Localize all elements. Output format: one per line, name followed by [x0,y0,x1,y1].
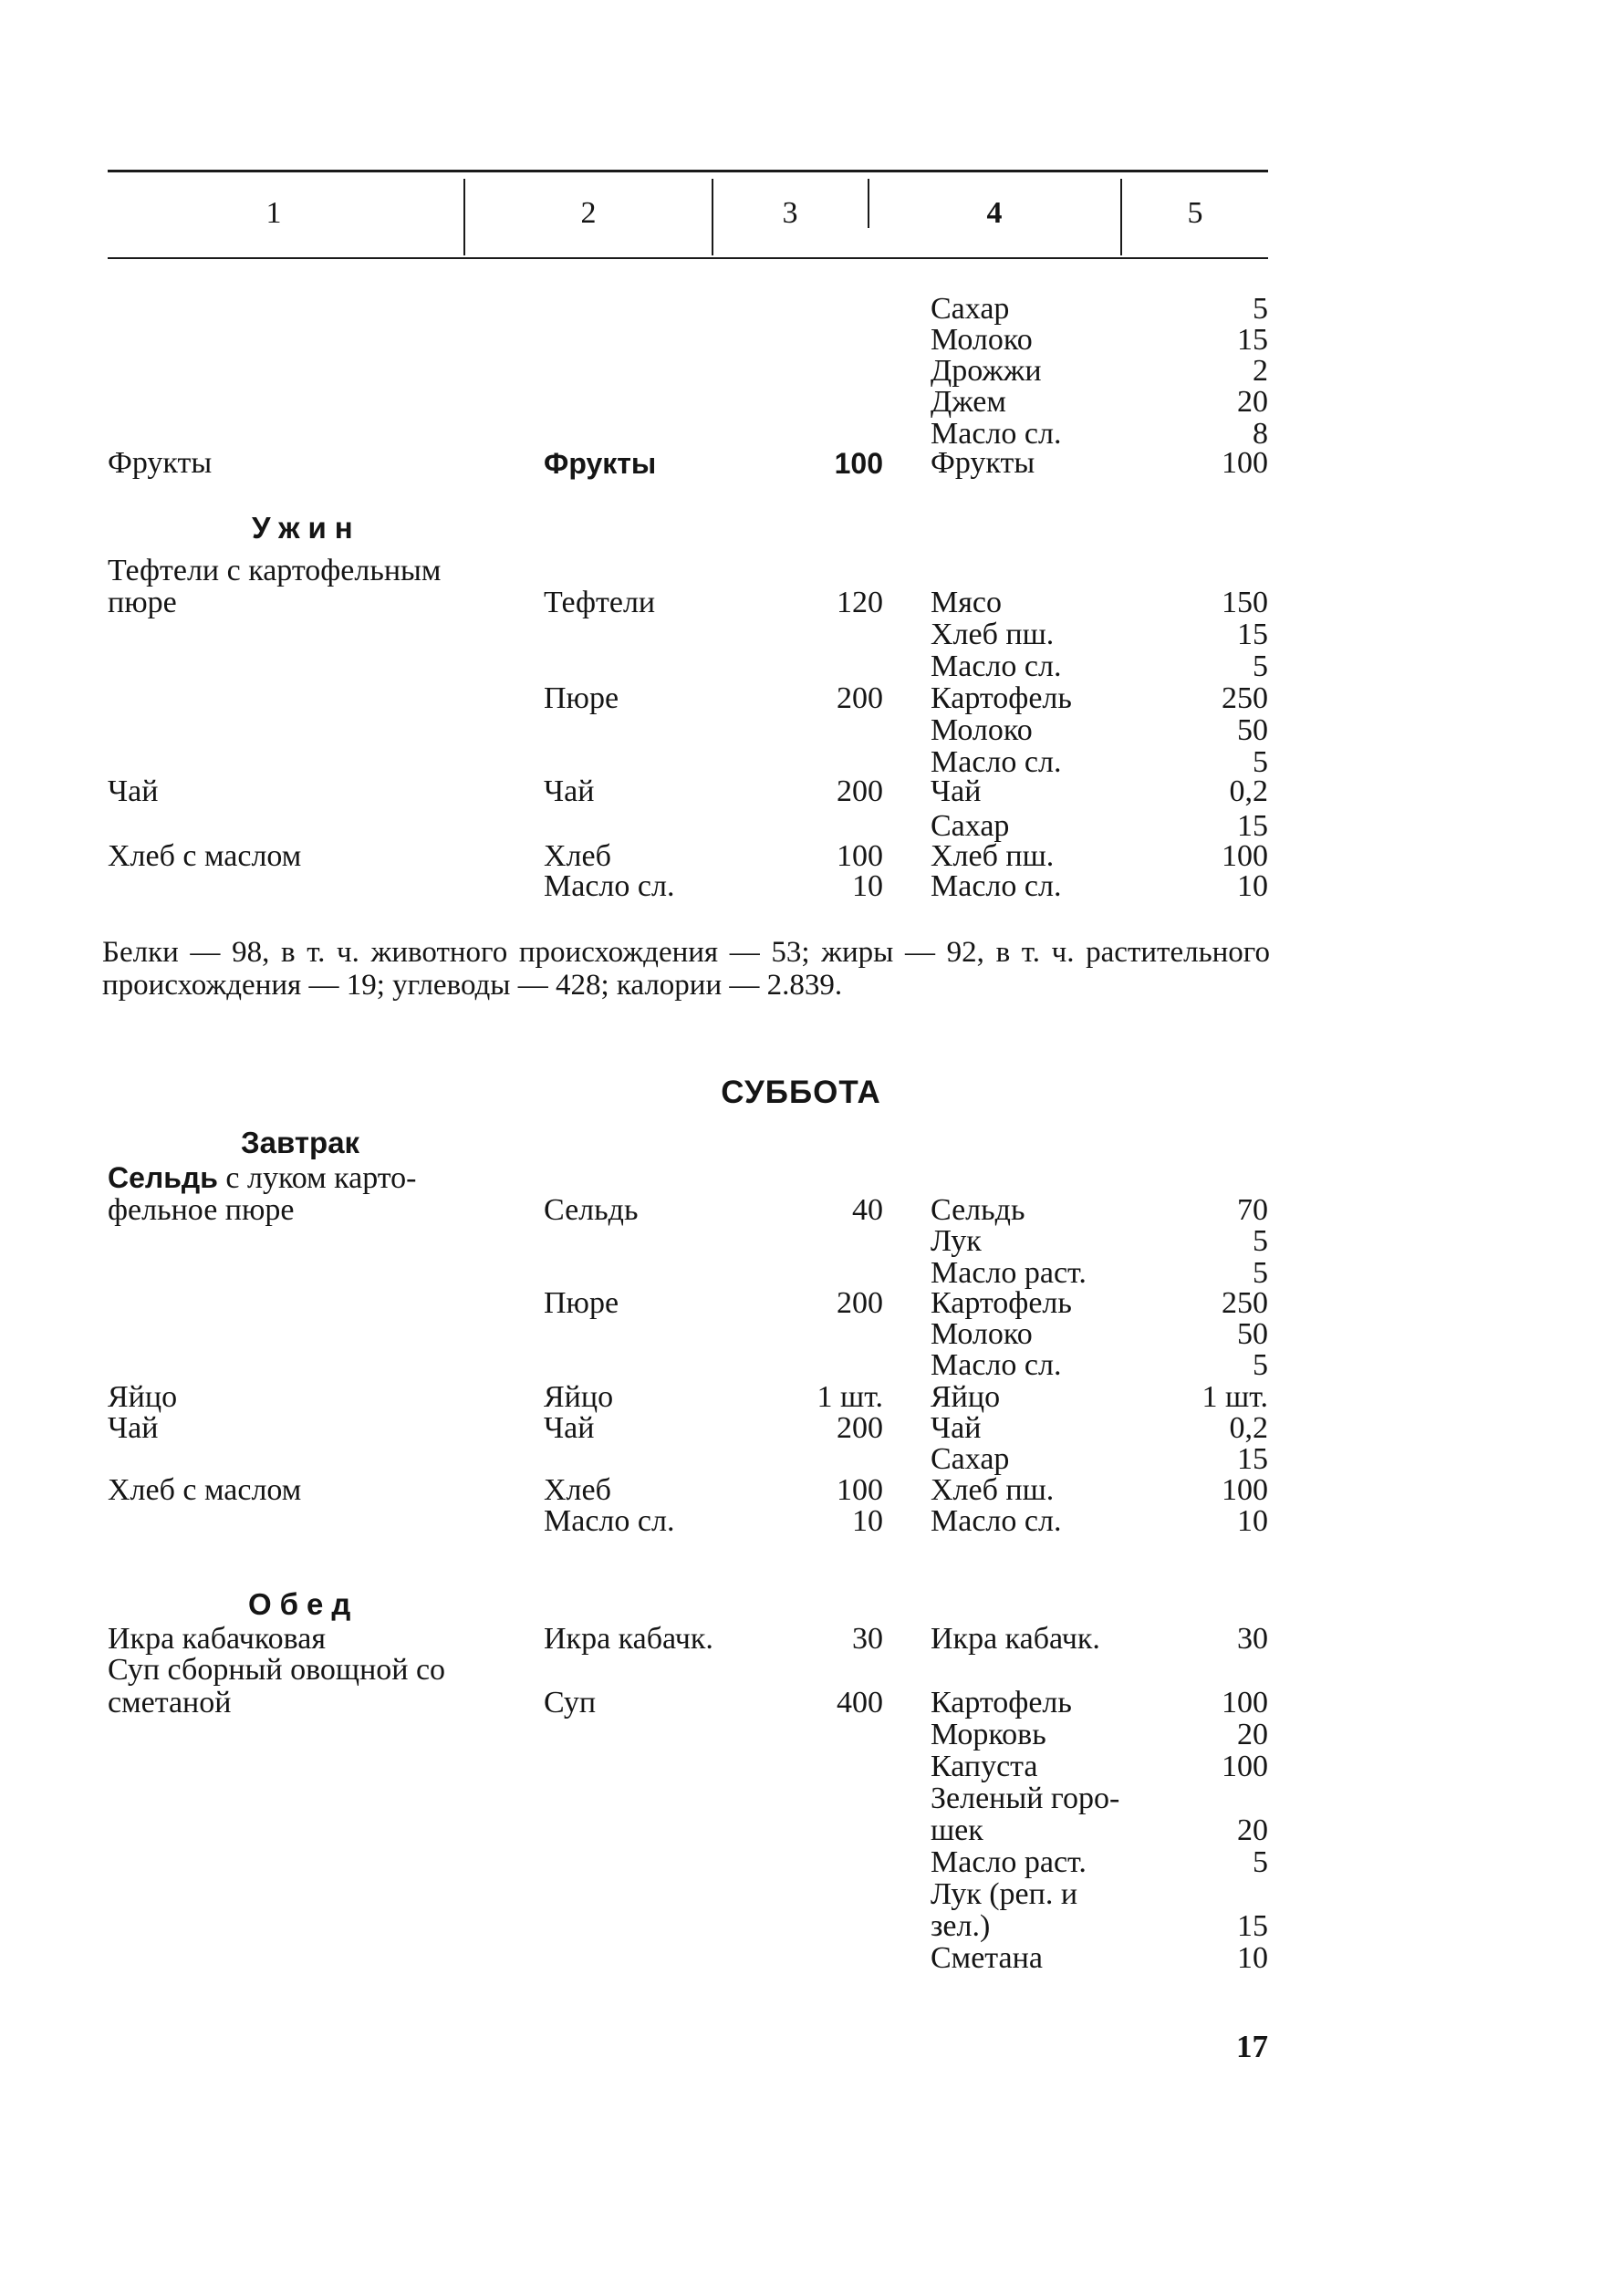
table-cell-c4: Хлеб пш. [931,839,1055,873]
table-cell-c5: 10 [1237,1504,1268,1538]
table-cell-c5: 100 [1222,1473,1268,1507]
header-col-3: 3 [782,196,798,230]
table-cell-c2: Хлеб [544,839,611,873]
table-cell-c3: 200 [837,1286,883,1320]
table-cell-c4: Джем [931,385,1006,419]
table-cell-c5: 0,2 [1229,1411,1268,1445]
table-cell-c3: 30 [852,1622,883,1656]
table-cell-c4: Молоко [931,713,1033,747]
table-cell-c2: Яйцо [544,1380,614,1414]
table-cell-c1: Чай [108,1411,159,1445]
table-cell-c3: 120 [837,586,883,619]
table-cell-c4: Сельдь [931,1193,1025,1227]
table-cell-c5: 5 [1253,649,1268,683]
table-cell-c5: 5 [1253,745,1268,779]
table-cell-c4: Картофель [931,1686,1072,1719]
table-cell-c3: 10 [852,1504,883,1538]
table-cell-c1: Чай [108,774,159,808]
table-cell-c5: 100 [1222,1750,1268,1783]
meal-heading-dinner: Ужин [252,511,361,545]
header-col-1: 1 [265,196,282,230]
table-cell-c4: Хлеб пш. [931,618,1055,651]
table-cell-c4: Масло сл. [931,417,1062,451]
table-cell-c2: Масло сл. [544,869,675,903]
table-cell-c5: 5 [1253,1348,1268,1382]
table-cell-c5: 100 [1222,446,1268,480]
table-cell-c5: 50 [1237,1317,1268,1351]
table-cell-c5: 5 [1253,1256,1268,1290]
table-cell-c4: Сметана [931,1941,1043,1975]
table-cell-c4: Сахар [931,809,1010,843]
table-cell-c4: Масло сл. [931,1348,1062,1382]
table-cell-c5: 100 [1222,1686,1268,1719]
table-cell-c4: Картофель [931,681,1072,715]
table-cell-c5: 250 [1222,681,1268,715]
table-cell-c4: Масло сл. [931,869,1062,903]
table-cell-c2: Масло сл. [544,1504,675,1538]
table-cell-c2: Пюре [544,681,619,715]
table-cell-c2: Суп [544,1686,597,1719]
header-col-5: 5 [1187,196,1203,230]
table-cell-c4: Молоко [931,1317,1033,1351]
table-cell-c2: Пюре [544,1286,619,1320]
nutrition-summary: Белки — 98, в т. ч. животного происхождения — 53; жиры — 92, в т. ч. растительного происхождения — 19; углеводы — 428; калории — 2.839. [102,936,1270,1002]
table-cell-c5: 15 [1237,1909,1268,1943]
meal-heading-breakfast: Завтрак [241,1126,360,1159]
table-cell-c1: Тефтели с картофельным [108,554,442,587]
table-cell-c2: Чай [544,1411,595,1445]
table-cell-c5: 15 [1237,618,1268,651]
table-cell-c4: Икра кабачк. [931,1622,1100,1656]
table-cell-c4: Капуста [931,1750,1038,1783]
table-cell-c5: 15 [1237,809,1268,843]
table-cell-c4: Масло раст. [931,1845,1087,1879]
table-cell-c4: Сахар [931,1442,1010,1476]
table-cell-c4: Морковь [931,1718,1046,1751]
table-cell-c4: Масло сл. [931,649,1062,683]
table-cell-c4: зел.) [931,1909,991,1943]
table-cell-c3: 10 [852,869,883,903]
table-cell-c4: Лук [931,1224,982,1258]
section-title-saturday: СУББОТА [721,1075,881,1110]
table-cell-c3: 200 [837,1411,883,1445]
table-cell-c4: Картофель [931,1286,1072,1320]
table-cell-c5: 20 [1237,1813,1268,1847]
table-cell-c5: 10 [1237,1941,1268,1975]
table-cell-c5: 50 [1237,713,1268,747]
table-cell-c5: 10 [1237,869,1268,903]
table-cell-c5: 5 [1253,1845,1268,1879]
page-number: 17 [1236,2029,1268,2064]
table-cell-c4: Чай [931,774,982,808]
table-cell-c1: Хлеб с маслом [108,839,302,873]
table-cell-c1: Сельдь с луком карто- [108,1161,417,1195]
table-cell-c1: Фрукты [108,446,213,480]
table-cell-c4: Масло раст. [931,1256,1087,1290]
table-cell-c4: Хлеб пш. [931,1473,1055,1507]
table-cell-c5: 15 [1237,323,1268,357]
table-cell-c1: пюре [108,586,177,619]
table-cell-c4: Фрукты [931,446,1035,480]
table-cell-c5: 20 [1237,1718,1268,1751]
table-cell-c4: Чай [931,1411,982,1445]
table-cell-c3: 200 [837,681,883,715]
table-cell-c5: 0,2 [1229,774,1268,808]
table-cell-c4: Яйцо [931,1380,1001,1414]
table-cell-c4: Мясо [931,586,1002,619]
table-cell-c5: 30 [1237,1622,1268,1656]
table-cell-c3: 200 [837,774,883,808]
table-cell-c4: Дрожжи [931,354,1042,388]
table-cell-c5: 250 [1222,1286,1268,1320]
table-cell-c3: 400 [837,1686,883,1719]
table-cell-c2: Икра кабачк. [544,1622,713,1656]
table-cell-c3: 100 [837,839,883,873]
table-cell-c1: Хлеб с маслом [108,1473,302,1507]
table-cell-c4: Сахар [931,292,1010,326]
table-cell-c1: Суп сборный овощной со [108,1653,446,1687]
table-cell-c5: 1 шт. [1202,1380,1268,1414]
table-cell-c4: Молоко [931,323,1033,357]
table-cell-c2: Сельдь [544,1193,639,1227]
table-cell-c5: 2 [1253,354,1268,388]
table-cell-c2: Хлеб [544,1473,611,1507]
table-cell-c1: фельное пюре [108,1193,295,1227]
table-cell-c5: 5 [1253,292,1268,326]
table-cell-c5: 8 [1253,417,1268,451]
table-cell-c1: сметаной [108,1686,232,1719]
table-cell-c5: 5 [1253,1224,1268,1258]
table-cell-c5: 70 [1237,1193,1268,1227]
table-cell-c4: Зеленый горо- [931,1782,1120,1815]
table-cell-c5: 150 [1222,586,1268,619]
table-cell-c2: Чай [544,774,595,808]
table-cell-c3: 40 [852,1193,883,1227]
table-cell-c5: 100 [1222,839,1268,873]
table-cell-c3: 1 шт. [817,1380,883,1414]
table-cell-c1: Яйцо [108,1380,178,1414]
meal-heading-lunch: Обед [248,1587,359,1621]
table-cell-c4: шек [931,1813,983,1847]
table-cell-c5: 15 [1237,1442,1268,1476]
header-col-2: 2 [580,196,597,230]
table-cell-c4: Масло сл. [931,1504,1062,1538]
table-cell-c3: 100 [834,447,883,480]
table-cell-c3: 100 [837,1473,883,1507]
header-col-4: 4 [986,196,1003,230]
table-cell-c2: Фрукты [544,447,657,480]
table-cell-c1: Икра кабачковая [108,1622,327,1656]
table-cell-c4: Масло сл. [931,745,1062,779]
table-cell-c2: Тефтели [544,586,656,619]
table-cell-c4: Лук (реп. и [931,1877,1078,1911]
table-cell-c5: 20 [1237,385,1268,419]
